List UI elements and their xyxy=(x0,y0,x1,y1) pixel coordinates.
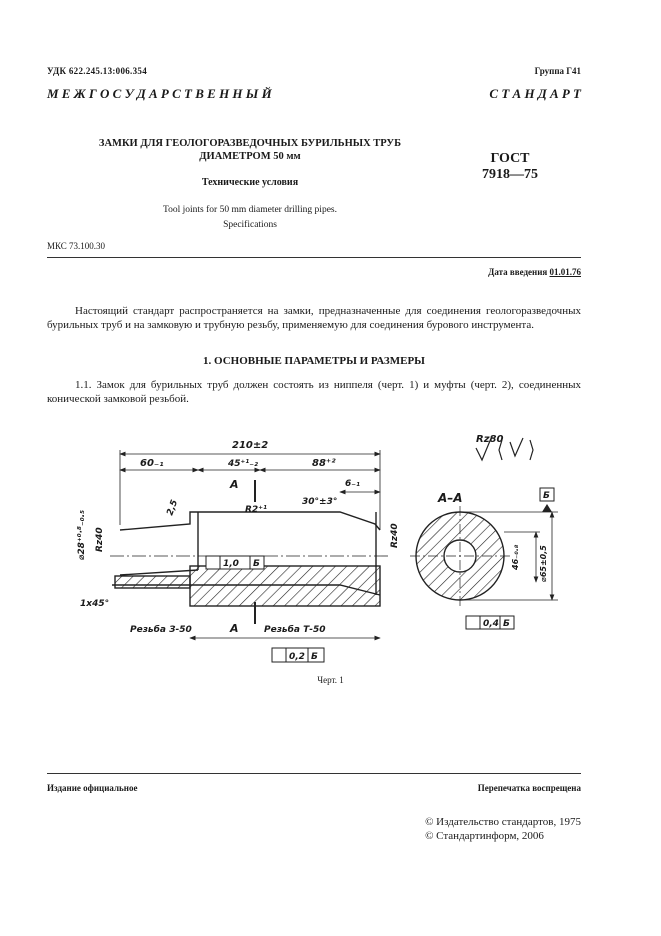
standard-banner xyxy=(47,86,581,102)
section-mark-bottom: А xyxy=(230,622,239,635)
english-title-line-1: Tool joints for 50 mm diameter drilling pipes. xyxy=(162,205,337,215)
title-line-1: ЗАМКИ ДЛЯ ГЕОЛОГОРАЗВЕДОЧНЫХ БУРИЛЬНЫХ ТРУБ xyxy=(98,138,402,149)
copyright-line-2: © Стандартинформ, 2006 xyxy=(425,830,544,842)
effective-date-value: 01.01.76 xyxy=(549,267,581,277)
edition-note: Издание официальное xyxy=(47,783,138,793)
tolerance-3-value: 0,4 xyxy=(483,619,499,629)
paragraph-1-1: 1.1. Замок для бурильных труб должен состоять из ниппеля (черт. 1) и муфты (черт. 2), соединенных конической замковой резьбой. xyxy=(47,379,581,405)
title-line-2: ДИАМЕТРОМ 50 мм xyxy=(199,151,301,162)
document-title xyxy=(60,137,440,163)
section-mark-top: А xyxy=(230,478,239,491)
section-view-label: А–А xyxy=(438,491,463,505)
gost-code: 7918—75 xyxy=(482,167,538,182)
angle-label: 30°±3° xyxy=(302,497,338,507)
copyright-line-1: © Издательство стандартов, 1975 xyxy=(425,816,581,828)
dim-65-label: ⌀65±0,5 xyxy=(539,545,548,582)
drawing-1 xyxy=(40,420,620,670)
rz80-label: Rz80 xyxy=(476,434,504,445)
dim-6-label: 6₋₁ xyxy=(345,479,360,489)
tolerance-frame-3 xyxy=(466,616,514,629)
dim-60-label: 60₋₁ xyxy=(140,458,164,469)
thread-left-label: Резьба З-50 xyxy=(130,625,192,635)
tolerance-3-datum: Б xyxy=(503,619,510,629)
tolerance-1-datum: Б xyxy=(253,559,260,569)
effective-date xyxy=(488,267,581,277)
radius-label: R2⁺¹ xyxy=(245,505,267,515)
datum-b xyxy=(540,488,554,512)
tolerance-frame-1 xyxy=(206,556,264,569)
effective-date-label: Дата введения xyxy=(488,267,548,277)
dim-45-label: 45⁺¹₋₂ xyxy=(228,459,258,469)
thread-right-label: Резьба Т-50 xyxy=(264,625,326,635)
tolerance-2-value: 0,2 xyxy=(289,652,305,662)
english-title-line-2: Specifications xyxy=(223,220,277,230)
tolerance-1-value: 1,0 xyxy=(223,559,239,569)
tolerance-2-datum: Б xyxy=(311,652,318,662)
chamfer-label: 1x45° xyxy=(80,599,110,609)
datum-b-label: Б xyxy=(543,491,550,501)
gost-label: ГОСТ xyxy=(490,151,530,166)
header-divider xyxy=(47,257,581,258)
tolerance-frame-2 xyxy=(272,648,324,662)
figure-caption: Черт. 1 xyxy=(317,675,344,685)
banner-word-1: М Е Ж Г О С У Д А Р С Т В Е Н Н Ы Й xyxy=(47,86,272,101)
rz40-left-label: Rz40 xyxy=(95,527,105,552)
rz40-right-label: Rz40 xyxy=(390,523,400,548)
section-1-heading: 1. ОСНОВНЫЕ ПАРАМЕТРЫ И РАЗМЕРЫ xyxy=(203,355,425,367)
document-subtitle: Технические условия xyxy=(201,177,299,188)
gost-number xyxy=(462,151,558,183)
mks-code: МКС 73.100.30 xyxy=(47,241,106,251)
section-view-a-a xyxy=(410,506,510,606)
dim-46-label: 46₋₀.₈ xyxy=(511,544,520,570)
udk-code: УДК 622.245.13:006.354 xyxy=(47,66,148,76)
copyright xyxy=(425,815,581,843)
dim-total-label: 210±2 xyxy=(232,440,269,451)
dim-88-label: 88⁺² xyxy=(312,458,336,469)
intro-paragraph: Настоящий стандарт распространяется на замки, предназначенные для соединения геологоразведочных бурильных труб и на замковую и трубную резьбу, применяемую для соединения бурового инструмента. xyxy=(47,305,581,331)
group-code: Группа Г41 xyxy=(534,66,581,76)
english-title xyxy=(60,203,440,233)
dim-2-5-label: 2,5 xyxy=(165,498,181,518)
reprint-note: Перепечатка воспрещена xyxy=(477,783,581,793)
footer-divider xyxy=(47,773,581,774)
banner-word-2: С Т А Н Д А Р Т xyxy=(489,86,581,101)
phi28-label: ⌀28⁺⁰·⁸₋₀.₅ xyxy=(77,509,87,560)
